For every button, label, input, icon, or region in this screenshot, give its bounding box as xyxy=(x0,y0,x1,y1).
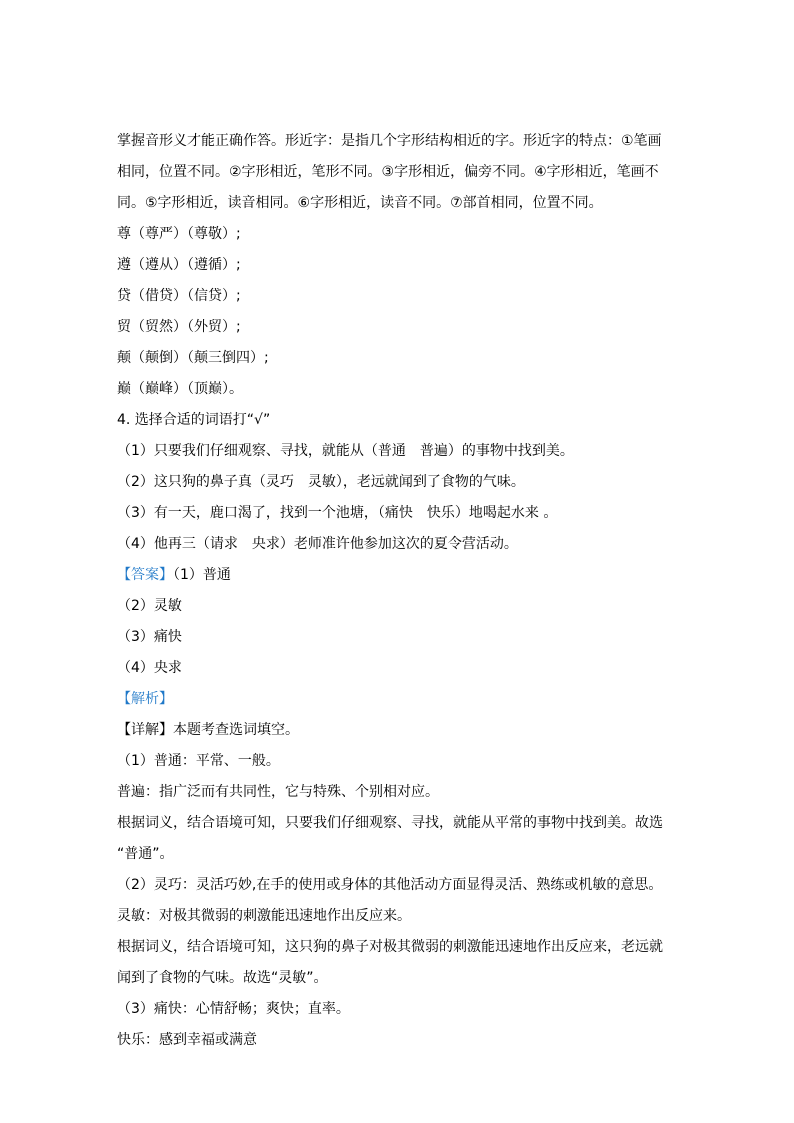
question-item: （4）他再三（请求 央求）老师准许他参加这次的夏令营活动。 xyxy=(117,536,518,552)
answer-item: （3）痛快 xyxy=(117,629,182,645)
word-line: 颠（颠倒）（颠三倒四）; xyxy=(117,350,269,366)
detail-label: 【详解】 xyxy=(117,722,173,738)
answer-line xyxy=(117,560,677,591)
analysis-line: 根据词义，结合语境可知，这只狗的鼻子对极其微弱的刺激能迅速地作出反应来，老远就 xyxy=(117,939,663,955)
analysis-line: 闻到了食物的气味。故选“灵敏”。 xyxy=(117,970,328,986)
intro-line-2: 相同，位置不同。②字形相近，笔形不同。③字形相近，偏旁不同。④字形相近，笔画不 xyxy=(117,164,659,180)
analysis-line: （1）普通：平常、一般。 xyxy=(117,753,280,769)
detail-line xyxy=(117,715,677,746)
document-page xyxy=(117,126,677,1056)
intro-line-3: 同。⑤字形相近，读音相同。⑥字形相近，读音不同。⑦部首相同，位置不同。 xyxy=(117,195,603,211)
intro-line-1: 掌握音形义才能正确作答。形近字：是指几个字形结构相近的字。形近字的特点：①笔画 xyxy=(117,133,662,149)
question-item: （2）这只狗的鼻子真（灵巧 灵敏），老远就闻到了食物的气味。 xyxy=(117,474,525,490)
analysis-line: “普通”。 xyxy=(117,846,174,862)
analysis-label: 【解析】 xyxy=(117,691,173,707)
analysis-line: 根据词义，结合语境可知，只要我们仔细观察、寻找，就能从平常的事物中找到美。故选 xyxy=(117,815,663,831)
word-line: 贷（借贷）（信贷）; xyxy=(117,288,241,304)
question-item: （1）只要我们仔细观察、寻找，就能从（普通 普遍）的事物中找到美。 xyxy=(117,443,574,459)
question-title: 4. 选择合适的词语打“√” xyxy=(117,412,271,428)
analysis-line: （3）痛快：心情舒畅；爽快；直率。 xyxy=(117,1001,350,1017)
question-item: （3）有一天，鹿口渴了，找到一个池塘，（痛快 快乐）地喝起水来 。 xyxy=(117,505,558,521)
word-line: 遵（遵从）（遵循）; xyxy=(117,257,241,273)
word-line: 贸（贸然）（外贸）; xyxy=(117,319,241,335)
answer-label: 【答案】 xyxy=(117,567,173,583)
analysis-line: （2）灵巧：灵活巧妙,在手的使用或身体的其他活动方面显得灵活、熟练或机敏的意思。 xyxy=(117,877,663,893)
word-line: 巅（巅峰）（顶巅）。 xyxy=(117,381,243,397)
analysis-line: 普遍：指广泛而有共同性，它与特殊、个别相对应。 xyxy=(117,784,439,800)
analysis-line: 快乐：感到幸福或满意 xyxy=(117,1032,257,1048)
word-line: 尊（尊严）（尊敬）; xyxy=(117,226,241,242)
answer-item: （4）央求 xyxy=(117,660,182,676)
answer-item: （2）灵敏 xyxy=(117,598,182,614)
analysis-line: 灵敏：对极其微弱的刺激能迅速地作出反应来。 xyxy=(117,908,411,924)
answer-first: （1）普通 xyxy=(173,567,231,583)
detail-text: 本题考查选词填空。 xyxy=(173,722,299,738)
analysis-label-line xyxy=(117,684,677,715)
